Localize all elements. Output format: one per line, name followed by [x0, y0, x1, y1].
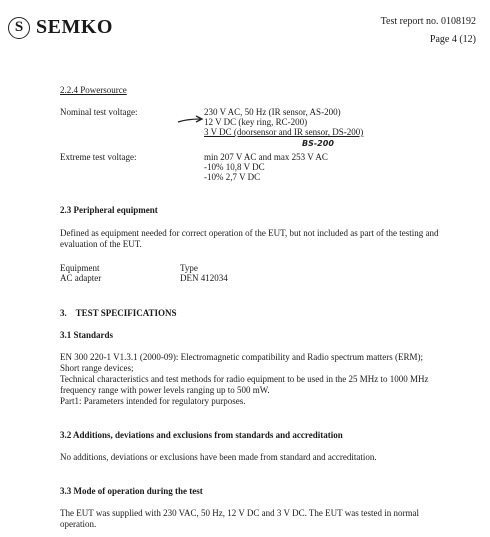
nominal-voltage-text: 3 V DC (doorsensor and IR sensor, DS-200) — [204, 127, 364, 137]
nominal-voltage-line: 12 V DC (key ring, RC-200) — [204, 117, 308, 127]
extreme-voltage-label: Extreme test voltage: — [60, 152, 137, 162]
semko-logo-text: SEMKO — [36, 16, 113, 38]
extreme-voltage-line: -10% 2,7 V DC — [204, 172, 261, 182]
extreme-voltage-line: min 207 V AC and max 253 V AC — [204, 152, 328, 162]
nominal-voltage-line: 230 V AC, 50 Hz (IR sensor, AS-200) — [204, 107, 341, 117]
standards-line: Part1: Parameters intended for regulatory purposes. — [60, 396, 246, 406]
standards-heading: 3.1 Standards — [60, 330, 114, 340]
peripheral-description — [60, 228, 480, 250]
peripheral-line: Defined as equipment needed for correct operation of the EUT, but not included as part of the testing and — [60, 228, 439, 238]
extreme-voltage-line: -10% 10,8 V DC — [204, 162, 265, 172]
semko-logo-mark: S — [8, 17, 30, 39]
equipment-cell: AC adapter — [60, 273, 102, 283]
standards-line: frequency range with power levels ranging up to 500 mW. — [60, 385, 270, 395]
peripheral-heading: 2.3 Peripheral equipment — [60, 205, 158, 215]
nominal-voltage-label: Nominal test voltage: — [60, 107, 138, 117]
equipment-col-header: Equipment — [60, 263, 100, 273]
mode-text — [60, 508, 480, 530]
peripheral-line: evaluation of the EUT. — [60, 239, 142, 249]
type-cell: DEN 412034 — [180, 273, 228, 283]
standards-line: Short range devices; — [60, 363, 134, 373]
handwritten-note: BS-200 — [302, 139, 334, 148]
mode-line: operation. — [60, 519, 97, 529]
mode-line: The EUT was supplied with 230 VAC, 50 Hz, 12 V DC and 3 V DC. The EUT was tested in normal — [60, 508, 419, 518]
report-number: Test report no. 0108192 — [380, 16, 476, 27]
nominal-voltage-line — [204, 127, 363, 138]
type-col-header: Type — [180, 263, 198, 273]
test-specifications-heading: 3. TEST SPECIFICATIONS — [60, 308, 177, 318]
standards-text — [60, 352, 480, 407]
additions-text: No additions, deviations or exclusions have been made from standard and accreditation. — [60, 452, 377, 462]
page-number: Page 4 (12) — [429, 34, 476, 45]
powersource-heading: 2.2.4 Powersource — [60, 85, 127, 95]
semko-logo — [8, 16, 113, 39]
standards-line: EN 300 220-1 V1.3.1 (2000-09): Electromagnetic compatibility and Radio spectrum matters (ERM); — [60, 352, 424, 362]
standards-line: Technical characteristics and test methods for radio equipment to be used in the 25 MHz to 1000 MHz — [60, 374, 429, 384]
handwritten-arrow-icon — [176, 114, 204, 126]
mode-heading: 3.3 Mode of operation during the test — [60, 486, 203, 496]
additions-heading: 3.2 Additions, deviations and exclusions from standards and accreditation — [60, 430, 343, 440]
